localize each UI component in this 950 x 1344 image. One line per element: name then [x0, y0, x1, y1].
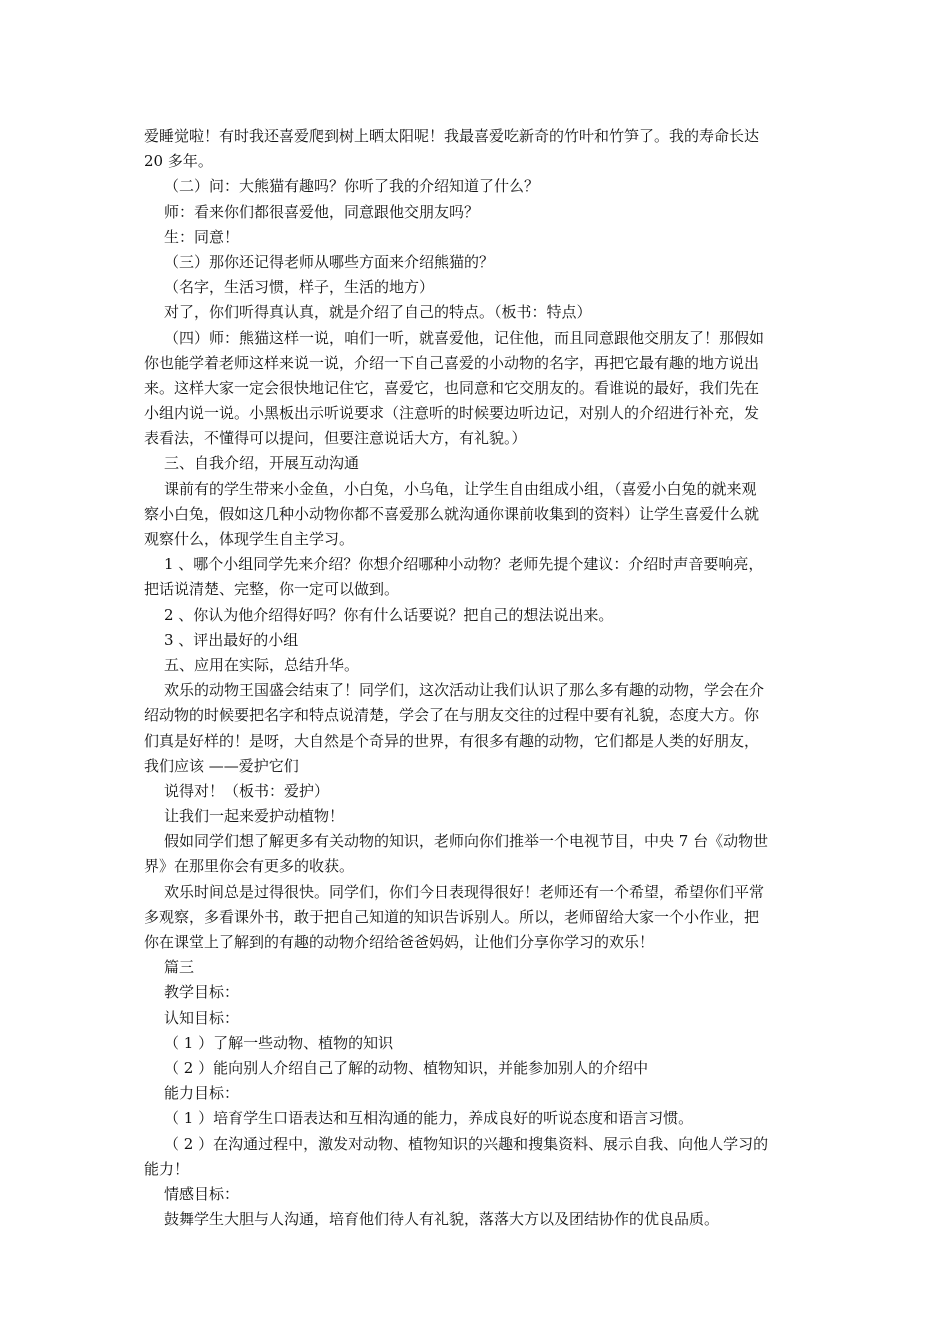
text-line: （ 2 ）能向别人介绍自己了解的动物、植物知识，并能参加别人的介绍中	[164, 1058, 649, 1077]
text-line: 观察什么，体现学生自主学习。	[144, 530, 355, 548]
text-line: 篇三	[164, 958, 195, 977]
text-line: 你在课堂上了解到的有趣的动物介绍给爸爸妈妈，让他们分享你学习的欢乐！	[144, 933, 655, 951]
text-line: （ 1 ）了解一些动物、植物的知识	[164, 1033, 394, 1052]
text-line: 多观察，多看课外书，敢于把自己知道的知识告诉别人。所以，老师留给大家一个小作业，把	[144, 907, 760, 926]
text-line: 对了，你们听得真认真，就是介绍了自己的特点。（板书：特点）	[164, 303, 592, 322]
text-line: 五、应用在实际，总结升华。	[164, 655, 360, 674]
text-line: 3 、评出最好的小组	[164, 630, 299, 649]
text-line: 欢乐时间总是过得很快。同学们，你们今日表现得很好！老师还有一个希望，希望你们平常	[164, 882, 765, 901]
text-line: 你也能学着老师这样来说一说，介绍一下自己喜爱的小动物的名字，再把它最有趣的地方说出	[144, 353, 760, 372]
text-line: 欢乐的动物王国盛会结束了！同学们，这次活动让我们认识了那么多有趣的动物，学会在介	[164, 681, 765, 700]
text-line: （二）问：大熊猫有趣吗？你听了我的介绍知道了什么？	[164, 177, 540, 196]
text-line: 情感目标：	[164, 1184, 240, 1203]
text-line: 课前有的学生带来小金鱼，小白兔，小乌龟，让学生自由组成小组，（喜爱小白兔的就来观	[164, 479, 757, 498]
text-line: 让我们一起来爱护动植物！	[164, 807, 345, 826]
document-body	[144, 124, 812, 1232]
text-line: 认知目标：	[164, 1008, 240, 1027]
text-line: 师：看来你们都很喜爱他，同意跟他交朋友吗？	[164, 202, 480, 221]
text-line: 表看法，不懂得可以提问，但要注意说话大方，有礼貌。）	[144, 429, 527, 448]
text-line: 察小白兔，假如这几种小动物你都不喜爱那么就沟通你课前收集到的资料）让学生喜爱什么就	[144, 504, 760, 523]
text-line: 来。这样大家一定会很快地记住它，喜爱它，也同意和它交朋友的。看谁说的最好，我们先在	[144, 378, 760, 397]
text-line: （ 1 ）培育学生口语表达和互相沟通的能力，养成良好的听说态度和语言习惯。	[164, 1109, 694, 1128]
text-line: 教学目标：	[164, 983, 240, 1002]
text-line: 把话说清楚、完整，你一定可以做到。	[144, 580, 400, 599]
text-line: 小组内说一说。小黑板出示听说要求（注意听的时候要边听边记，对别人的介绍进行补充，发	[144, 404, 760, 423]
text-line: 能力！	[144, 1159, 190, 1178]
text-line: 假如同学们想了解更多有关动物的知识，老师向你们推举一个电视节目，中央 7 台《动物世	[164, 832, 769, 851]
text-line: 我们应该 ——爱护它们	[144, 756, 299, 775]
text-line: 们真是好样的！是呀，大自然是个奇异的世界，有很多有趣的动物，它们都是人类的好朋友，	[144, 731, 760, 750]
text-line: 生：同意！	[164, 227, 240, 246]
text-line: 2 、你认为他介绍得好吗？你有什么话要说？把自己的想法说出来。	[164, 605, 614, 624]
text-line: （三）那你还记得老师从哪些方面来介绍熊猫的？	[164, 252, 495, 271]
text-line: 能力目标：	[164, 1084, 240, 1103]
text-line: 1 、哪个小组同学先来介绍？你想介绍哪种小动物？老师先提个建议：介绍时声音要响亮，	[164, 555, 764, 574]
text-line: 爱睡觉啦！有时我还喜爱爬到树上晒太阳呢！我最喜爱吃新奇的竹叶和竹笋了。我的寿命长达	[144, 127, 760, 145]
text-line: （ 2 ）在沟通过程中，激发对动物、植物知识的兴趣和搜集资料、展示自我、向他人学习的	[164, 1134, 769, 1153]
text-line: 绍动物的时候要把名字和特点说清楚，学会了在与朋友交往的过程中要有礼貌，态度大方。你	[144, 706, 760, 725]
text-line: （四）师：熊猫这样一说，咱们一听，就喜爱他，记住他，而且同意跟他交朋友了！那假如	[164, 328, 765, 347]
text-line: 界》在那里你会有更多的收获。	[144, 857, 355, 876]
text-line: 20 多年。	[144, 152, 213, 171]
text-line: 说得对！（板书：爱护）	[164, 781, 330, 800]
text-line: 三、自我介绍，开展互动沟通	[164, 454, 360, 473]
text-line: （名字，生活习惯，样子，生活的地方）	[164, 278, 435, 297]
text-line: 鼓舞学生大胆与人沟通，培育他们待人有礼貌，落落大方以及团结协作的优良品质。	[164, 1210, 720, 1229]
